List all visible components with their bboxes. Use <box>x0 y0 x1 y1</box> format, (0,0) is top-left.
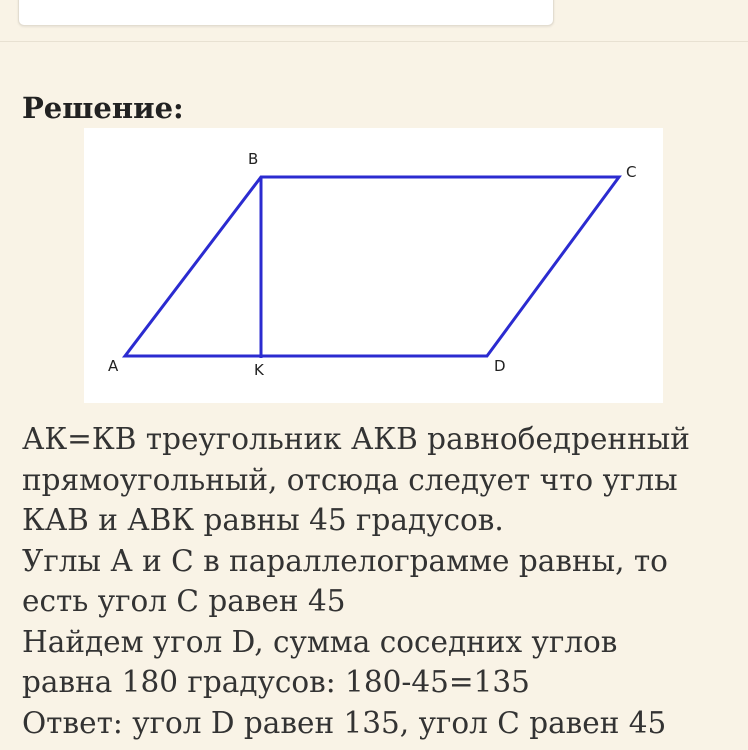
solution-line: Углы А и С в параллелограмме равны, то <box>22 543 668 578</box>
solution-line: прямоугольный, отсюда следует что углы <box>22 462 678 497</box>
label-c: C <box>626 163 637 181</box>
label-k: K <box>254 361 264 379</box>
divider <box>0 41 748 42</box>
top-bar <box>0 0 748 40</box>
solution-heading: Решение: <box>22 91 184 125</box>
solution-line: Найдем угол D, сумма соседних углов <box>22 624 618 659</box>
solution-line: равна 180 градусов: 180-45=135 <box>22 665 530 699</box>
solution-line: АК=КВ треугольник АКВ равнобедренный <box>22 422 690 456</box>
solution-text <box>22 419 738 743</box>
label-d: D <box>494 357 506 375</box>
solution-line: Ответ: угол D равен 135, угол С равен 45 <box>22 705 667 740</box>
parallelogram-figure <box>84 128 663 403</box>
parallelogram-abcd <box>125 177 619 356</box>
menu-icon[interactable] <box>598 0 622 6</box>
label-a: A <box>108 357 119 375</box>
solution-line: КАВ и АВК равны 45 градусов. <box>22 503 504 537</box>
solution-line: есть угол С равен 45 <box>22 584 346 618</box>
search-input[interactable] <box>18 0 554 26</box>
label-b: B <box>248 150 259 168</box>
parallelogram-diagram <box>84 128 663 403</box>
